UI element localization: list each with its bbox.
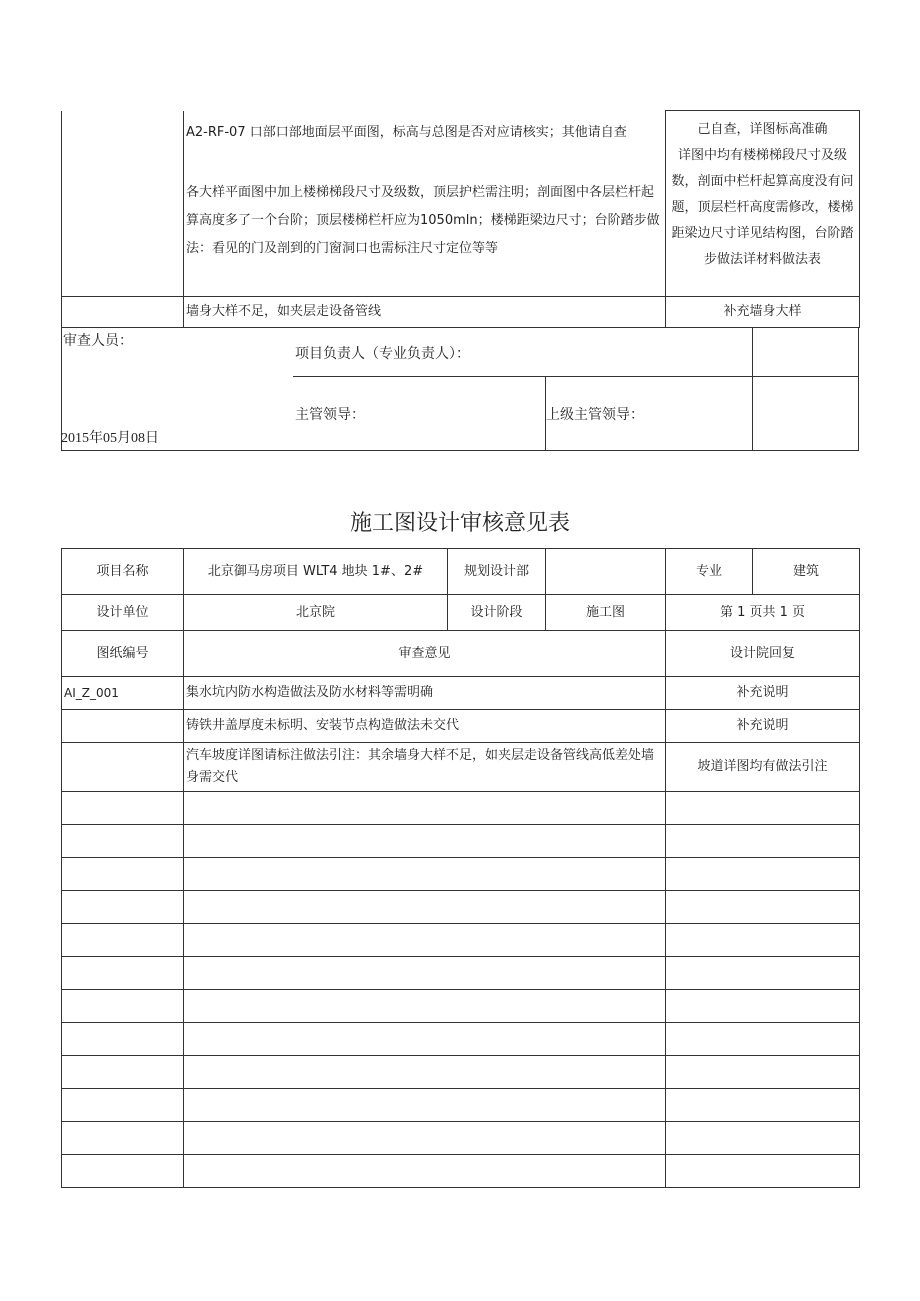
column-header-code: 图纸编号 [62,631,184,677]
project-name-value: 北京御马房项目 WLT4 地块 1#、2# [184,549,448,595]
drawing-code-cell [62,924,184,957]
drawing-code-cell [62,1023,184,1056]
opinion-cell: 汽车坡度详图请标注做法引注：其余墙身大样不足，如夹层走设备管线高低差处墙身需交代 [184,743,666,792]
opinion-cell [184,1155,666,1188]
empty-table-row [62,1122,860,1155]
page-info: 第 1 页共 1 页 [666,595,860,631]
opinion-cell [184,957,666,990]
reply-text: 己自查，详图标高准确 [697,122,828,137]
drawing-code-cell [62,1122,184,1155]
column-header-reply: 设计院回复 [666,631,860,677]
reply-cell [666,792,860,825]
empty-table-row [62,1089,860,1122]
discipline-label: 专业 [666,549,753,595]
design-unit-label: 设计单位 [62,595,184,631]
table-row [62,677,860,710]
drawing-code-cell [62,1089,184,1122]
opinion-cell [184,1122,666,1155]
opinion-cell [184,825,666,858]
drawing-code-cell [62,957,184,990]
drawing-code-cell [62,710,184,743]
project-lead-label: 项目负责人（专业负责人）： [295,346,470,362]
drawing-code-cell [62,1155,184,1188]
review-table-continued [61,110,860,328]
project-name-label: 项目名称 [62,549,184,595]
drawing-code-cell [62,891,184,924]
opinion-text: A2-RF-07 口部口部地面层平面图，标高与总图是否对应请核实；其他请自查 [186,124,627,140]
reply-cell [666,1122,860,1155]
table-row [62,595,860,631]
table-row [62,111,860,297]
review-form-table [61,548,860,1188]
reply-cell [666,924,860,957]
empty-table-row [62,924,860,957]
table-row [62,743,860,792]
opinion-cell [184,111,666,297]
stage-value: 施工图 [546,595,666,631]
empty-table-row [62,792,860,825]
opinion-cell [184,990,666,1023]
reply-cell [666,1155,860,1188]
empty-table-row [62,990,860,1023]
empty-table-row [62,957,860,990]
opinion-cell [184,1089,666,1122]
drawing-code-cell [62,825,184,858]
reply-cell [666,957,860,990]
drawing-code-cell [62,743,184,792]
table-header-row [62,631,860,677]
opinion-cell: 铸铁井盖厚度未标明、安装节点构造做法未交代 [184,710,666,743]
opinion-cell: 墙身大样不足，如夹层走设备管线 [184,297,666,328]
drawing-code-cell [62,111,184,297]
drawing-code-cell [62,1056,184,1089]
empty-table-row [62,1023,860,1056]
reply-cell [666,858,860,891]
reply-cell [666,111,860,297]
table-row [62,297,860,328]
superior-label: 上级主管领导： [546,407,644,423]
empty-table-row [62,825,860,858]
opinion-cell [184,891,666,924]
supervisor-label: 主管领导： [295,407,365,423]
table-row [62,710,860,743]
discipline-value: 建筑 [753,549,860,595]
drawing-code-cell [62,792,184,825]
opinion-cell [184,858,666,891]
opinion-cell [184,1056,666,1089]
dept-label: 规划设计部 [448,549,546,595]
reply-cell: 补充说明 [666,677,860,710]
dept-value [546,549,666,595]
reply-text: 详图中均有楼梯梯段尺寸及级数，剖面中栏杆起算高度没有问题，顶层栏杆高度需修改，楼梯距梁边尺寸详见结构图，台阶踏步做法详材料做法表 [671,148,854,267]
reply-cell: 补充说明 [666,710,860,743]
empty-table-row [62,891,860,924]
reply-cell [666,1023,860,1056]
reply-cell: 补充墙身大样 [666,297,860,328]
empty-table-row [62,1155,860,1188]
opinion-cell [184,792,666,825]
opinion-cell [184,1023,666,1056]
opinion-cell: 集水坑内防水构造做法及防水材料等需明确 [184,677,666,710]
drawing-code-cell [62,297,184,328]
opinion-cell [184,924,666,957]
empty-table-row [62,1056,860,1089]
reply-cell [666,891,860,924]
reply-cell: 坡道详图均有做法引注 [666,743,860,792]
drawing-code-cell [62,990,184,1023]
empty-table-row [62,858,860,891]
reply-cell [666,990,860,1023]
column-header-opinion: 审查意见 [184,631,666,677]
table-row [62,549,860,595]
reviewer-label: 审查人员： [63,333,133,349]
design-unit-value: 北京院 [184,595,448,631]
form-title: 施工图设计审核意见表 [349,511,570,536]
date: 2015年05月08日 [61,431,159,446]
opinion-text: 各大样平面图中加上楼梯梯段尺寸及级数，顶层护栏需注明；剖面图中各层栏杆起算高度多了一个台阶；顶层楼梯栏杆应为1050mln；楼梯距梁边尺寸；台阶踏步做法：看见的门及剖到的门窗洞口也需标注尺寸定位等等 [186,184,660,256]
reply-cell [666,1056,860,1089]
reply-cell [666,825,860,858]
drawing-code-cell: AI_Z_001 [62,677,184,710]
stage-label: 设计阶段 [448,595,546,631]
drawing-code-cell [62,858,184,891]
reply-cell [666,1089,860,1122]
